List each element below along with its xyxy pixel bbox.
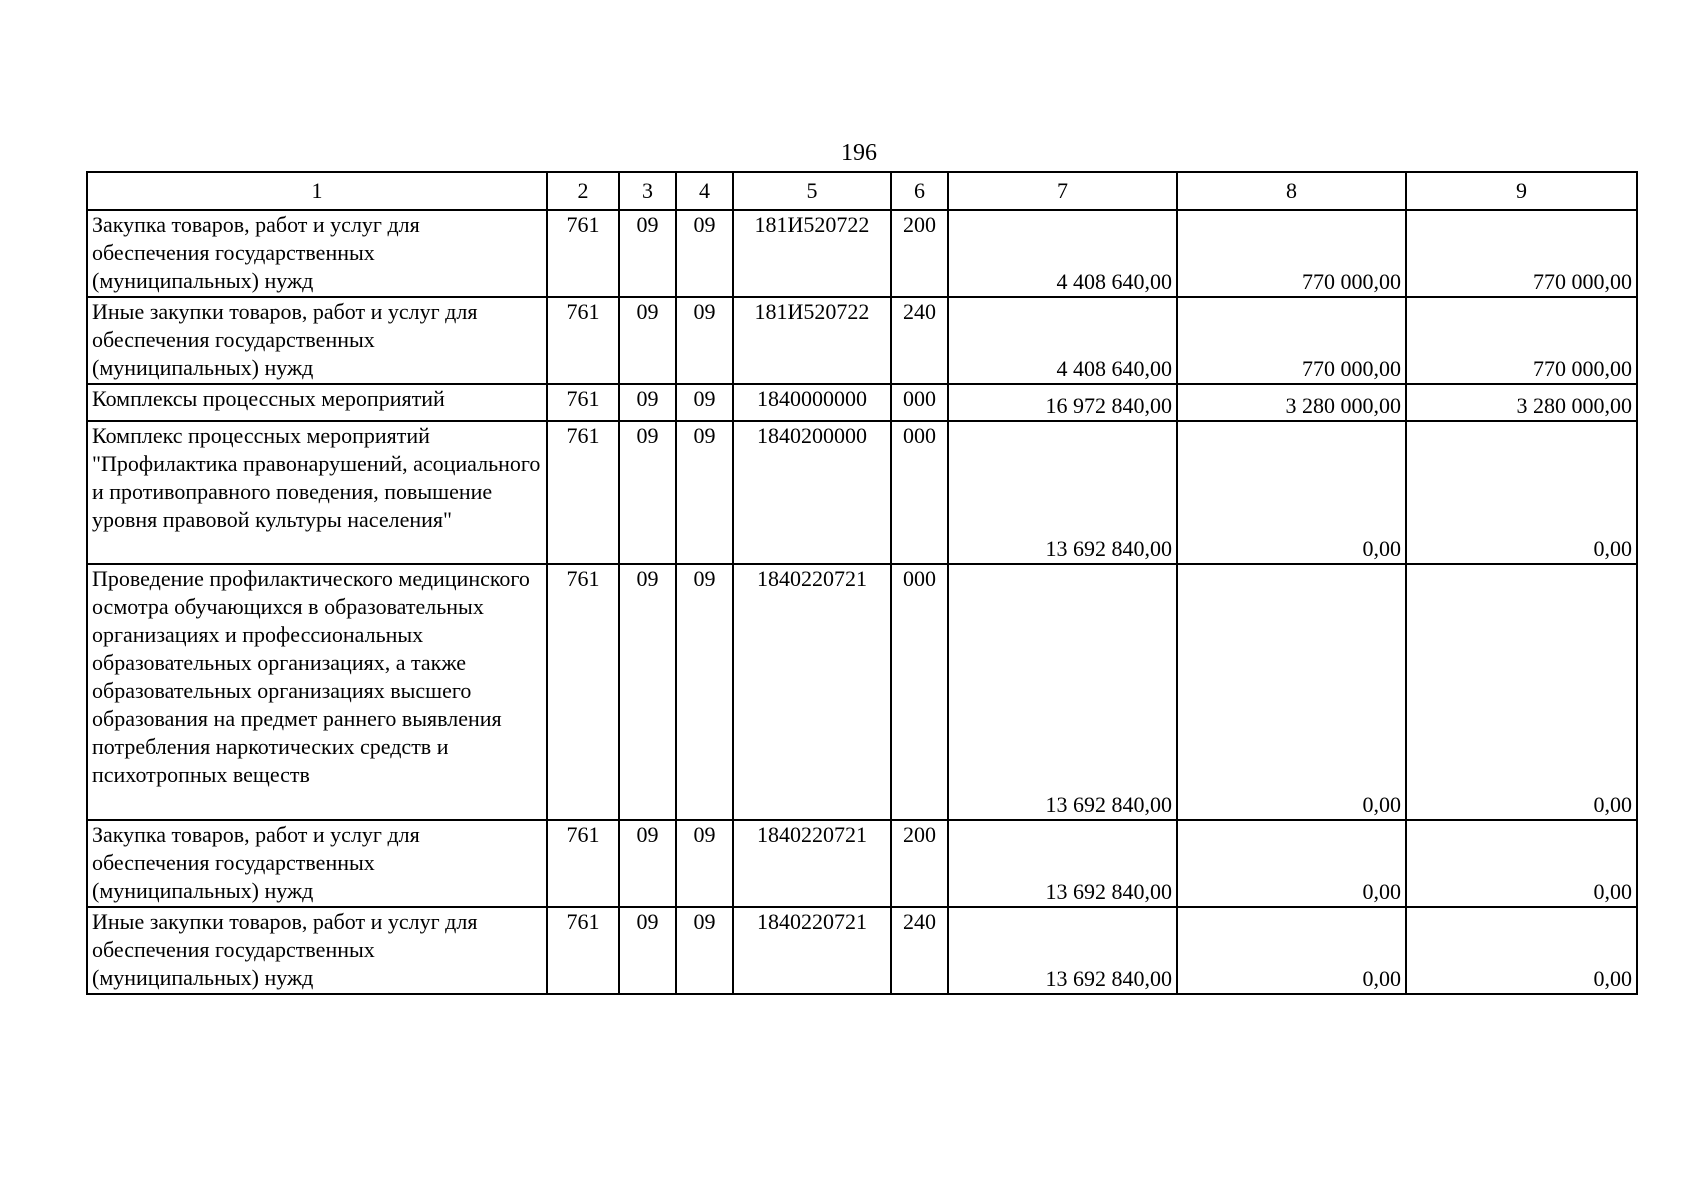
cell-expense-type: 240 — [891, 297, 948, 384]
budget-table — [86, 171, 1638, 995]
cell-expense-type: 000 — [891, 384, 948, 421]
cell-subsection: 09 — [676, 210, 733, 297]
cell-expense-type: 000 — [891, 564, 948, 820]
cell-target: 1840000000 — [733, 384, 891, 421]
cell-amount-8: 0,00 — [1177, 421, 1406, 564]
cell-code: 761 — [547, 907, 619, 994]
header-cell: 3 — [619, 172, 676, 210]
cell-amount-8: 770 000,00 — [1177, 210, 1406, 297]
header-cell: 6 — [891, 172, 948, 210]
cell-amount-7: 4 408 640,00 — [948, 210, 1177, 297]
cell-amount-7: 13 692 840,00 — [948, 907, 1177, 994]
table-row — [87, 421, 1637, 564]
cell-code: 761 — [547, 820, 619, 907]
row-name: Закупка товаров, работ и услуг для обеспечения государственных (муниципальных) нужд — [87, 820, 547, 907]
cell-amount-9: 0,00 — [1406, 907, 1637, 994]
header-cell: 8 — [1177, 172, 1406, 210]
cell-expense-type: 200 — [891, 210, 948, 297]
table-row — [87, 820, 1637, 907]
header-cell: 9 — [1406, 172, 1637, 210]
cell-amount-7: 13 692 840,00 — [948, 421, 1177, 564]
header-cell: 1 — [87, 172, 547, 210]
cell-amount-9: 770 000,00 — [1406, 210, 1637, 297]
cell-expense-type: 000 — [891, 421, 948, 564]
cell-amount-9: 770 000,00 — [1406, 297, 1637, 384]
cell-section: 09 — [619, 820, 676, 907]
cell-subsection: 09 — [676, 421, 733, 564]
cell-amount-7: 13 692 840,00 — [948, 564, 1177, 820]
table-row — [87, 384, 1637, 421]
row-name: Иные закупки товаров, работ и услуг для обеспечения государственных (муниципальных) нужд — [87, 907, 547, 994]
cell-target: 1840220721 — [733, 564, 891, 820]
table-row — [87, 297, 1637, 384]
cell-amount-8: 770 000,00 — [1177, 297, 1406, 384]
row-name: Проведение профилактического медицинского осмотра обучающихся в образовательных организациях и профессиональных образовательных организациях, а также образовательных организациях высшего образования на предмет раннего выявления потребления наркотических средств и психотропных веществ — [87, 564, 547, 820]
cell-subsection: 09 — [676, 384, 733, 421]
cell-section: 09 — [619, 564, 676, 820]
cell-expense-type: 200 — [891, 820, 948, 907]
header-cell: 7 — [948, 172, 1177, 210]
header-cell: 5 — [733, 172, 891, 210]
cell-amount-9: 0,00 — [1406, 421, 1637, 564]
cell-section: 09 — [619, 210, 676, 297]
cell-amount-7: 16 972 840,00 — [948, 384, 1177, 421]
cell-amount-8: 3 280 000,00 — [1177, 384, 1406, 421]
cell-code: 761 — [547, 297, 619, 384]
cell-target: 181И520722 — [733, 210, 891, 297]
cell-amount-8: 0,00 — [1177, 907, 1406, 994]
table-row — [87, 907, 1637, 994]
cell-code: 761 — [547, 384, 619, 421]
cell-subsection: 09 — [676, 297, 733, 384]
cell-subsection: 09 — [676, 820, 733, 907]
table-row — [87, 210, 1637, 297]
cell-section: 09 — [619, 421, 676, 564]
cell-subsection: 09 — [676, 907, 733, 994]
row-name: Иные закупки товаров, работ и услуг для обеспечения государственных (муниципальных) нужд — [87, 297, 547, 384]
cell-amount-8: 0,00 — [1177, 564, 1406, 820]
cell-code: 761 — [547, 564, 619, 820]
cell-target: 1840220721 — [733, 907, 891, 994]
row-name: Комплексы процессных мероприятий — [87, 384, 547, 421]
cell-section: 09 — [619, 384, 676, 421]
cell-target: 181И520722 — [733, 297, 891, 384]
cell-subsection: 09 — [676, 564, 733, 820]
cell-amount-7: 4 408 640,00 — [948, 297, 1177, 384]
header-cell: 4 — [676, 172, 733, 210]
cell-amount-8: 0,00 — [1177, 820, 1406, 907]
table-row — [87, 564, 1637, 820]
cell-target: 1840220721 — [733, 820, 891, 907]
cell-code: 761 — [547, 421, 619, 564]
row-name: Закупка товаров, работ и услуг для обеспечения государственных (муниципальных) нужд — [87, 210, 547, 297]
cell-target: 1840200000 — [733, 421, 891, 564]
header-cell: 2 — [547, 172, 619, 210]
cell-expense-type: 240 — [891, 907, 948, 994]
header-row — [87, 172, 1637, 210]
row-name: Комплекс процессных мероприятий "Профилактика правонарушений, асоциального и противоправного поведения, повышение уровня правовой культуры населения" — [87, 421, 547, 564]
cell-code: 761 — [547, 210, 619, 297]
cell-amount-9: 3 280 000,00 — [1406, 384, 1637, 421]
cell-section: 09 — [619, 297, 676, 384]
page-number: 196 — [841, 140, 877, 166]
cell-amount-7: 13 692 840,00 — [948, 820, 1177, 907]
cell-section: 09 — [619, 907, 676, 994]
cell-amount-9: 0,00 — [1406, 564, 1637, 820]
cell-amount-9: 0,00 — [1406, 820, 1637, 907]
